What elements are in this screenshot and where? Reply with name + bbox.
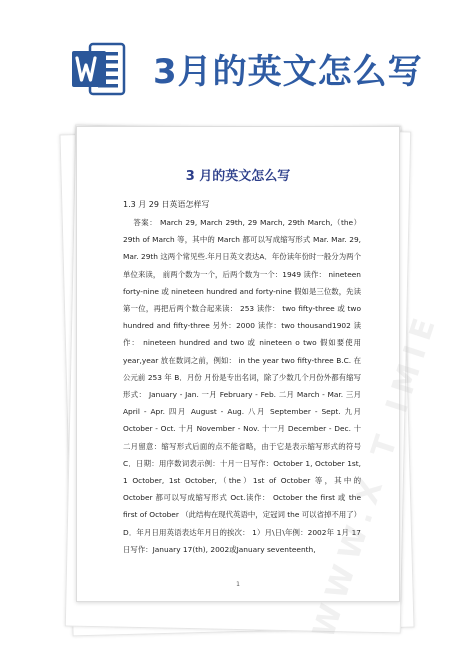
banner	[0, 0, 474, 138]
document-subheading: 1.3 月 29 日英语怎样写	[123, 200, 210, 209]
word-document-icon	[68, 38, 130, 100]
banner-title: 3月的英文怎么写	[153, 52, 423, 92]
body-paragraph: 答案： March 29, March 29th, 29 March, 29th March,（the）29th of March 等，其中的 March 都可以写成缩写形式 Mar. Mar. 29, Mar. 29th 这两个常见些.年月日英文表达A．年份读年份时一般分为两个单位来读， 前两个数为一个，后两个数为一个：1949 读作： nineteen forty-nine 或 nineteen hundred and forty-nine 假如是三位数，先读第一位，再把后两个数合起来读： 253 读作： two fifty-three 或 two hundred and fifty-three 另外：2000 读作：two thousand1902 读作： nineteen hundred and two 或 nineteen o two 假如要使用 year,year 放在数词之前，例如： in the year two fifty-three B.C. 在公元前 253 年 B．月份 月份是专出名词，除了少数几个月份外都有缩写形式： January - Jan. 一月 February - Feb. 二月 March - Mar. 三月 April - Apr. 四月 August - Aug. 八月 September - Sept. 九月 October - Oct. 十月 November - Nov. 十一月 December - Dec. 十二月留意：缩写形式后面的点不能省略，由于它是表示缩写形式的符号 C．日期：用序数词表示例：十月一日写作：October 1, October 1st, 1 October, 1st October,（the）1st of October 等，其中的 October 都可以写成缩写形式 Oct.读作： October the first 或 the first of October （此结构在现代英语中，定冠词 the 可以省掉不用了） D．年月日用英语表达年月日的挨次： 1）月\日\年例：2002年 1月 17 日写作：January 17(th), 2002或January seventeenth,	[123, 218, 361, 554]
document-page	[76, 126, 446, 643]
document-body	[123, 214, 361, 558]
watermark: WWW.X T IMIE	[306, 306, 446, 643]
document-title: 3 月的英文怎么写	[185, 169, 291, 184]
page-number: 1	[236, 581, 240, 588]
